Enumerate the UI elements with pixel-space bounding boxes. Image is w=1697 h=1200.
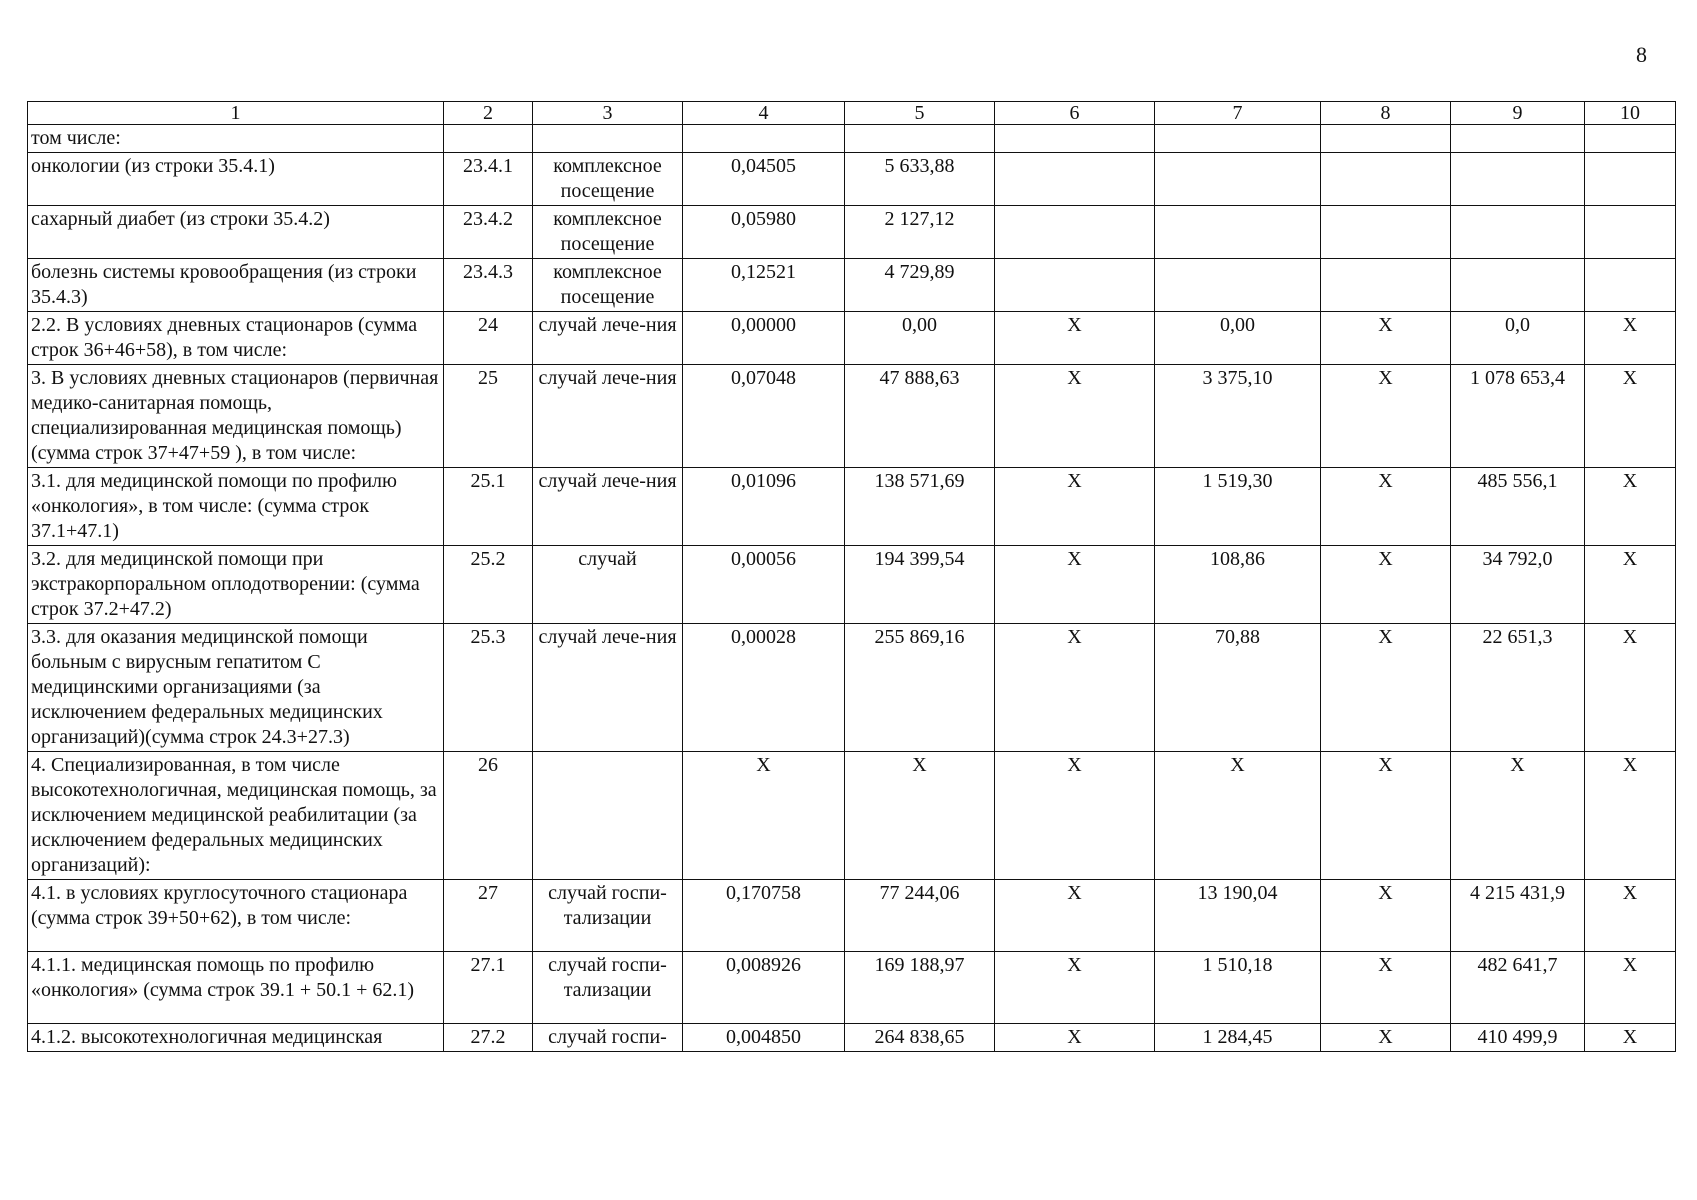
table-cell: комплексное посещение bbox=[533, 153, 683, 206]
table-cell: 34 792,0 bbox=[1451, 546, 1585, 624]
table-cell: Х bbox=[995, 365, 1155, 468]
table-cell: случай госпи-тализации bbox=[533, 952, 683, 1024]
row-description-cell: 3. В условиях дневных стационаров (первичная медико-санитарная помощь, специализированная медицинская помощь) (сумма строк 37+47+59 ), в том числе: bbox=[28, 365, 444, 468]
column-header: 5 bbox=[845, 102, 995, 125]
table-cell: случай лече-ния bbox=[533, 365, 683, 468]
table-cell: 4 215 431,9 bbox=[1451, 880, 1585, 952]
row-description-cell: 3.1. для медицинской помощи по профилю «онкология», в том числе: (сумма строк 37.1+47.1) bbox=[28, 468, 444, 546]
table-cell: Х bbox=[1585, 952, 1676, 1024]
table-cell bbox=[1451, 259, 1585, 312]
table-cell: Х bbox=[1321, 365, 1451, 468]
row-description-cell: 3.2. для медицинской помощи при экстракорпоральном оплодотворении: (сумма строк 37.2+47.2) bbox=[28, 546, 444, 624]
table-cell: Х bbox=[1585, 752, 1676, 880]
table-cell bbox=[1585, 259, 1676, 312]
row-description-cell: 4.1.2. высокотехнологичная медицинская bbox=[28, 1024, 444, 1052]
table-cell: 25 bbox=[444, 365, 533, 468]
table-cell: Х bbox=[1321, 624, 1451, 752]
table-cell: 0,00 bbox=[845, 312, 995, 365]
table-cell: Х bbox=[995, 1024, 1155, 1052]
column-header: 3 bbox=[533, 102, 683, 125]
table-cell: случай госпи-тализации bbox=[533, 880, 683, 952]
table-cell: Х bbox=[1585, 546, 1676, 624]
table-cell: 0,05980 bbox=[683, 206, 845, 259]
table-cell: 0,04505 bbox=[683, 153, 845, 206]
table-cell: Х bbox=[1321, 952, 1451, 1024]
table-cell bbox=[1585, 206, 1676, 259]
table-cell: 2 127,12 bbox=[845, 206, 995, 259]
table-cell: 0,00056 bbox=[683, 546, 845, 624]
table-cell: 255 869,16 bbox=[845, 624, 995, 752]
table-cell: Х bbox=[845, 752, 995, 880]
table-cell: Х bbox=[995, 880, 1155, 952]
table-cell: 0,0 bbox=[1451, 312, 1585, 365]
table-cell bbox=[1451, 206, 1585, 259]
table-cell: Х bbox=[995, 312, 1155, 365]
table-cell: 0,170758 bbox=[683, 880, 845, 952]
table-cell: случай лече-ния bbox=[533, 312, 683, 365]
table-cell: 1 284,45 bbox=[1155, 1024, 1321, 1052]
table-row bbox=[28, 312, 1676, 365]
table-cell: Х bbox=[1321, 1024, 1451, 1052]
table-cell: 25.1 bbox=[444, 468, 533, 546]
table-cell: 3 375,10 bbox=[1155, 365, 1321, 468]
table-row bbox=[28, 468, 1676, 546]
page-number: 8 bbox=[1636, 42, 1647, 67]
table-cell: 1 510,18 bbox=[1155, 952, 1321, 1024]
table-cell: случай лече-ния bbox=[533, 624, 683, 752]
table-cell: 0,01096 bbox=[683, 468, 845, 546]
table-cell: 482 641,7 bbox=[1451, 952, 1585, 1024]
column-header: 8 bbox=[1321, 102, 1451, 125]
table-cell: 25.2 bbox=[444, 546, 533, 624]
table-cell: 194 399,54 bbox=[845, 546, 995, 624]
table-cell: Х bbox=[1585, 624, 1676, 752]
table-cell: 1 078 653,4 bbox=[1451, 365, 1585, 468]
table-cell: Х bbox=[1321, 546, 1451, 624]
table-cell bbox=[1451, 153, 1585, 206]
table-cell: 0,12521 bbox=[683, 259, 845, 312]
table-row bbox=[28, 952, 1676, 1024]
table-cell: комплексное посещение bbox=[533, 259, 683, 312]
table-cell: 0,004850 bbox=[683, 1024, 845, 1052]
table-cell bbox=[995, 259, 1155, 312]
table-row bbox=[28, 880, 1676, 952]
table-cell: Х bbox=[1451, 752, 1585, 880]
row-description-cell: онкологии (из строки 35.4.1) bbox=[28, 153, 444, 206]
table-cell bbox=[1155, 206, 1321, 259]
table-cell: 169 188,97 bbox=[845, 952, 995, 1024]
column-header: 7 bbox=[1155, 102, 1321, 125]
table-row bbox=[28, 206, 1676, 259]
table-cell: Х bbox=[1321, 752, 1451, 880]
table-cell bbox=[533, 125, 683, 153]
table-cell bbox=[1155, 153, 1321, 206]
table-cell: случай госпи- bbox=[533, 1024, 683, 1052]
table-cell bbox=[683, 125, 845, 153]
table-cell: 24 bbox=[444, 312, 533, 365]
table-cell: 26 bbox=[444, 752, 533, 880]
table-cell: 0,00000 bbox=[683, 312, 845, 365]
column-header: 6 bbox=[995, 102, 1155, 125]
table-cell: 0,008926 bbox=[683, 952, 845, 1024]
table-cell bbox=[1585, 125, 1676, 153]
table-cell bbox=[1321, 125, 1451, 153]
table-cell: 23.4.3 bbox=[444, 259, 533, 312]
table-row bbox=[28, 1024, 1676, 1052]
header-row bbox=[28, 102, 1676, 125]
table-cell: 27.2 bbox=[444, 1024, 533, 1052]
table-cell bbox=[1321, 206, 1451, 259]
table-cell bbox=[1321, 153, 1451, 206]
table-cell bbox=[1451, 125, 1585, 153]
table-cell bbox=[1321, 259, 1451, 312]
table-cell: 27.1 bbox=[444, 952, 533, 1024]
data-table bbox=[27, 101, 1676, 1052]
table-cell bbox=[1155, 259, 1321, 312]
row-description-cell: 4. Специализированная, в том числе высокотехнологичная, медицинская помощь, за исключением медицинской реабилитации (за исключением федеральных медицинских организаций): bbox=[28, 752, 444, 880]
table-cell: 1 519,30 bbox=[1155, 468, 1321, 546]
table-cell: Х bbox=[1585, 312, 1676, 365]
table-cell: 22 651,3 bbox=[1451, 624, 1585, 752]
table-cell: Х bbox=[995, 468, 1155, 546]
table-cell: 77 244,06 bbox=[845, 880, 995, 952]
column-header: 10 bbox=[1585, 102, 1676, 125]
table-cell: 25.3 bbox=[444, 624, 533, 752]
table-row bbox=[28, 259, 1676, 312]
table-cell: Х bbox=[1321, 468, 1451, 546]
table-cell: случай bbox=[533, 546, 683, 624]
table-cell: Х bbox=[1155, 752, 1321, 880]
table-cell: Х bbox=[1585, 1024, 1676, 1052]
table-row bbox=[28, 153, 1676, 206]
table-cell bbox=[995, 125, 1155, 153]
table-cell: 70,88 bbox=[1155, 624, 1321, 752]
table-cell: Х bbox=[995, 546, 1155, 624]
table-cell: 138 571,69 bbox=[845, 468, 995, 546]
table-cell: 264 838,65 bbox=[845, 1024, 995, 1052]
table-cell bbox=[1155, 125, 1321, 153]
row-description-cell: 4.1.1. медицинская помощь по профилю «онкология» (сумма строк 39.1 + 50.1 + 62.1) bbox=[28, 952, 444, 1024]
table-cell: Х bbox=[995, 952, 1155, 1024]
table-cell bbox=[533, 752, 683, 880]
table-cell: Х bbox=[1585, 365, 1676, 468]
row-description-cell: болезнь системы кровообращения (из строки 35.4.3) bbox=[28, 259, 444, 312]
table-cell: Х bbox=[1585, 880, 1676, 952]
row-description-cell: том числе: bbox=[28, 125, 444, 153]
table-cell: 0,00028 bbox=[683, 624, 845, 752]
table-cell: Х bbox=[1321, 880, 1451, 952]
table-cell: 0,00 bbox=[1155, 312, 1321, 365]
table-cell: 5 633,88 bbox=[845, 153, 995, 206]
table-cell: комплексное посещение bbox=[533, 206, 683, 259]
table-cell: 485 556,1 bbox=[1451, 468, 1585, 546]
table-cell: Х bbox=[1585, 468, 1676, 546]
column-header: 2 bbox=[444, 102, 533, 125]
row-description-cell: 2.2. В условиях дневных стационаров (сумма строк 36+46+58), в том числе: bbox=[28, 312, 444, 365]
table-row bbox=[28, 752, 1676, 880]
table-cell bbox=[995, 206, 1155, 259]
table-cell: 4 729,89 bbox=[845, 259, 995, 312]
table-row bbox=[28, 624, 1676, 752]
table-row bbox=[28, 546, 1676, 624]
column-header: 9 bbox=[1451, 102, 1585, 125]
table-cell: 0,07048 bbox=[683, 365, 845, 468]
table-cell: 47 888,63 bbox=[845, 365, 995, 468]
table-cell: Х bbox=[995, 752, 1155, 880]
table-cell: 13 190,04 bbox=[1155, 880, 1321, 952]
column-header: 1 bbox=[28, 102, 444, 125]
table-cell: Х bbox=[683, 752, 845, 880]
table-cell: 23.4.1 bbox=[444, 153, 533, 206]
table-cell: 23.4.2 bbox=[444, 206, 533, 259]
table-cell bbox=[995, 153, 1155, 206]
row-description-cell: 4.1. в условиях круглосуточного стационара (сумма строк 39+50+62), в том числе: bbox=[28, 880, 444, 952]
table-cell: Х bbox=[1321, 312, 1451, 365]
column-header: 4 bbox=[683, 102, 845, 125]
row-description-cell: сахарный диабет (из строки 35.4.2) bbox=[28, 206, 444, 259]
table-cell: Х bbox=[995, 624, 1155, 752]
table-cell bbox=[845, 125, 995, 153]
table-cell: 410 499,9 bbox=[1451, 1024, 1585, 1052]
table-cell: 108,86 bbox=[1155, 546, 1321, 624]
table-cell bbox=[444, 125, 533, 153]
table-row bbox=[28, 365, 1676, 468]
table-row bbox=[28, 125, 1676, 153]
table-cell: случай лече-ния bbox=[533, 468, 683, 546]
table-cell bbox=[1585, 153, 1676, 206]
row-description-cell: 3.3. для оказания медицинской помощи больным с вирусным гепатитом С медицинскими организациями (за исключением федеральных медицинских организаций)(сумма строк 24.3+27.3) bbox=[28, 624, 444, 752]
table-cell: 27 bbox=[444, 880, 533, 952]
